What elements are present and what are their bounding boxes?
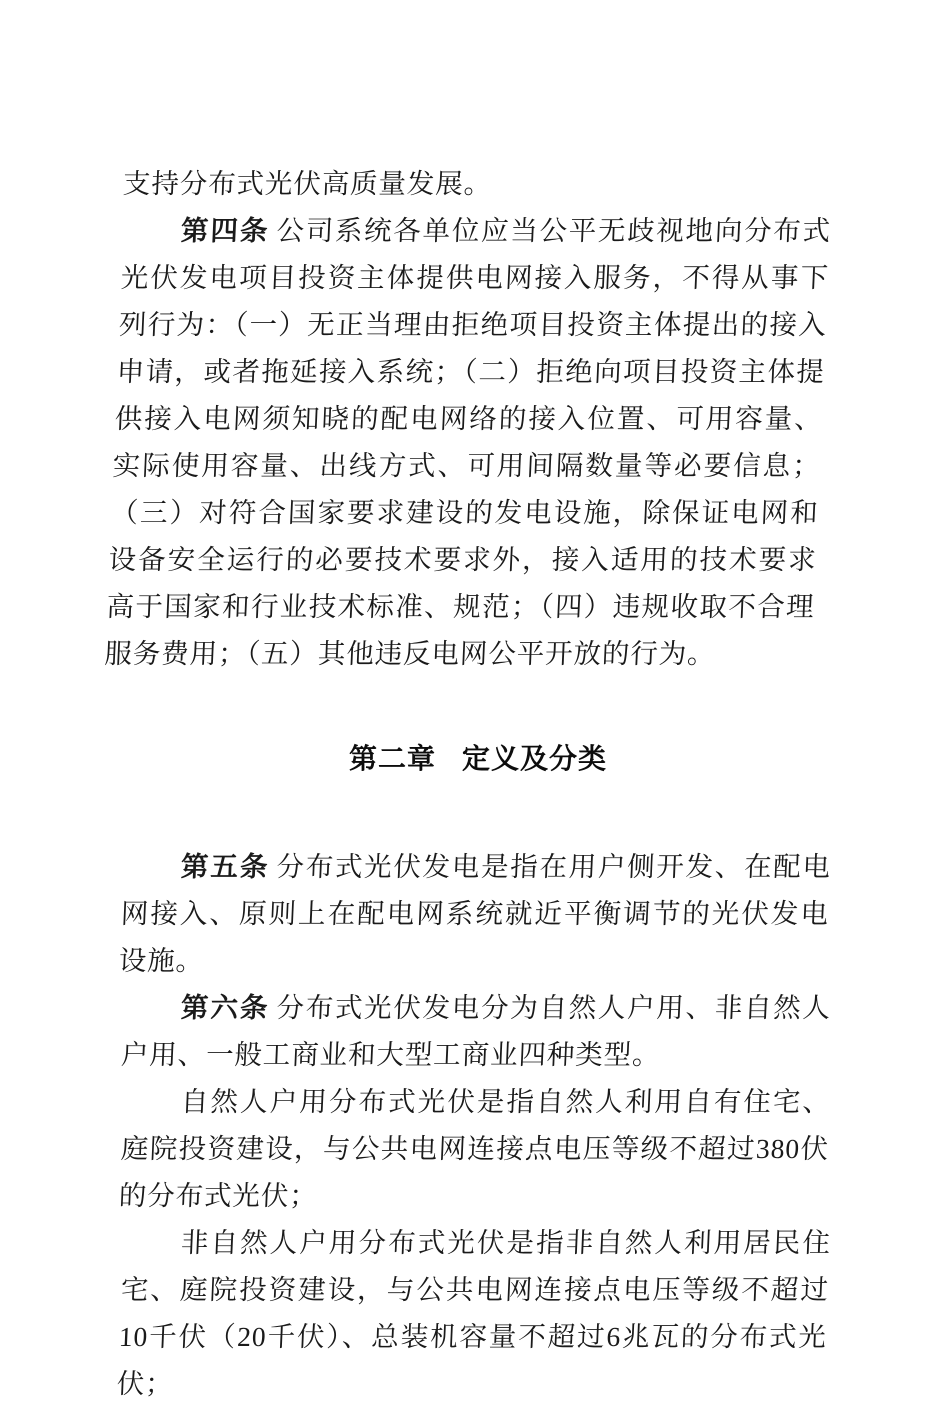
article-body-6: 分布式光伏发电分为自然人户用、非自然人户用、一般工商业和大型工商业四种类型。 <box>120 992 832 1070</box>
article-body-5: 分布式光伏发电是指在用户侧开发、在配电网接入、原则上在配电网系统就近平衡调节的光伏发电设施。 <box>118 851 832 976</box>
chapter-number: 第二章 <box>348 743 436 774</box>
article-label-4: 第四条 <box>180 215 271 246</box>
definition-paragraph-natural-person: 自然人户用分布式光伏是指自然人利用自有住宅、庭院投资建设，与公共电网连接点电压等级不超过380伏的分布式光伏； <box>118 1086 832 1211</box>
paragraph-continuation: 支持分布式光伏高质量发展。 <box>122 168 493 199</box>
heading-spacer-above <box>124 677 832 739</box>
article-label-5: 第五条 <box>180 851 271 882</box>
article-paragraph-6 <box>120 984 832 1078</box>
article-label-6: 第六条 <box>180 992 271 1023</box>
chapter-title: 定义及分类 <box>462 743 608 774</box>
article-paragraph-5 <box>118 843 832 984</box>
definition-paragraph-non-natural-person: 非自然人户用分布式光伏是指非自然人利用居民住宅、庭院投资建设，与公共电网连接点电压等级不超过10千伏（20千伏）、总装机容量不超过6兆瓦的分布式光伏； <box>116 1227 832 1399</box>
document-text-column <box>103 160 832 1407</box>
heading-spacer-below <box>124 779 832 843</box>
article-paragraph-4 <box>103 207 832 677</box>
article-body-4: 公司系统各单位应当公平无歧视地向分布式光伏发电项目投资主体提供电网接入服务，不得从事下列行为：（一）无正当理由拒绝项目投资主体提出的接入申请，或者拖延接入系统；（二）拒绝向项目投资主体提供接入电网须知晓的配电网络的接入位置、可用容量、实际使用容量、出线方式、可用间隔数量等必要信息；（三）对符合国家要求建设的发电设施，除保证电网和设备安全运行的必要技术要求外，接入适用的技术要求高于国家和行业技术标准、规范；（四）违规收取不合理服务费用；（五）其他违反电网公平开放的行为。 <box>103 215 832 669</box>
chapter-heading <box>124 739 832 779</box>
